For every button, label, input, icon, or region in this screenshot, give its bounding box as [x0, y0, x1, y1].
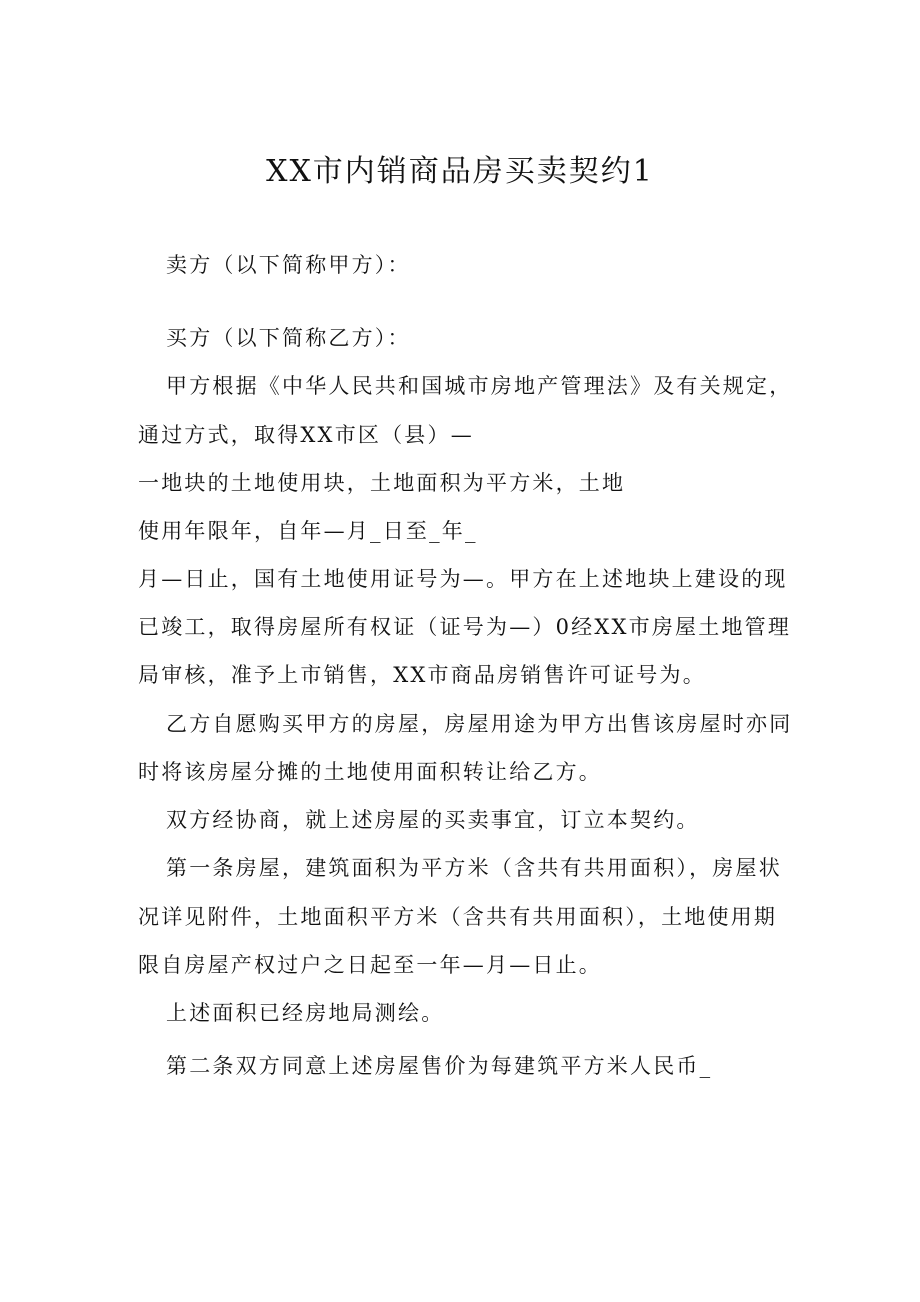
article-1-line: 第一条房屋，建筑面积为平方米（含共有共用面积），房屋状 — [166, 856, 782, 880]
paragraph-line: 通过方式，取得XX市区（县）— — [138, 423, 474, 447]
paragraph-line: 时将该房屋分摊的土地使用面积转让给乙方。 — [138, 760, 602, 784]
document-title: XX市内销商品房买卖契约1 — [266, 154, 654, 189]
article-2-line: 第二条双方同意上述房屋售价为每建筑平方米人民币_ — [166, 1054, 713, 1078]
seller-line: 卖方（以下简称甲方）： — [166, 253, 411, 277]
paragraph-line: 上述面积已经房地局测绘。 — [166, 1001, 445, 1025]
paragraph-line: 使用年限年，自年—月_日至_年_ — [138, 519, 478, 543]
paragraph-line: 双方经协商，就上述房屋的买卖事宜，订立本契约。 — [166, 808, 700, 832]
paragraph-line: 甲方根据《中华人民共和国城市房地产管理法》及有关规定， — [166, 374, 793, 398]
paragraph-line: 一地块的土地使用块，土地面积为平方米，土地 — [138, 471, 626, 495]
paragraph-line: 月—日止，国有土地使用证号为—。甲方在上述地块上建设的现 — [138, 567, 788, 591]
paragraph-line: 局审核，准予上市销售，XX市商品房销售许可证号为。 — [138, 663, 706, 687]
article-1-line: 况详见附件，土地面积平方米（含共有共用面积），土地使用期 — [138, 905, 778, 929]
paragraph-line: 已竣工，取得房屋所有权证（证号为—）0经XX市房屋土地管理 — [138, 615, 792, 639]
buyer-line: 买方（以下简称乙方）： — [166, 326, 411, 350]
article-1-line: 限自房屋产权过户之日起至一年—月—日止。 — [138, 953, 602, 977]
paragraph-line: 乙方自愿购买甲方的房屋，房屋用途为甲方出售该房屋时亦同 — [166, 712, 793, 736]
